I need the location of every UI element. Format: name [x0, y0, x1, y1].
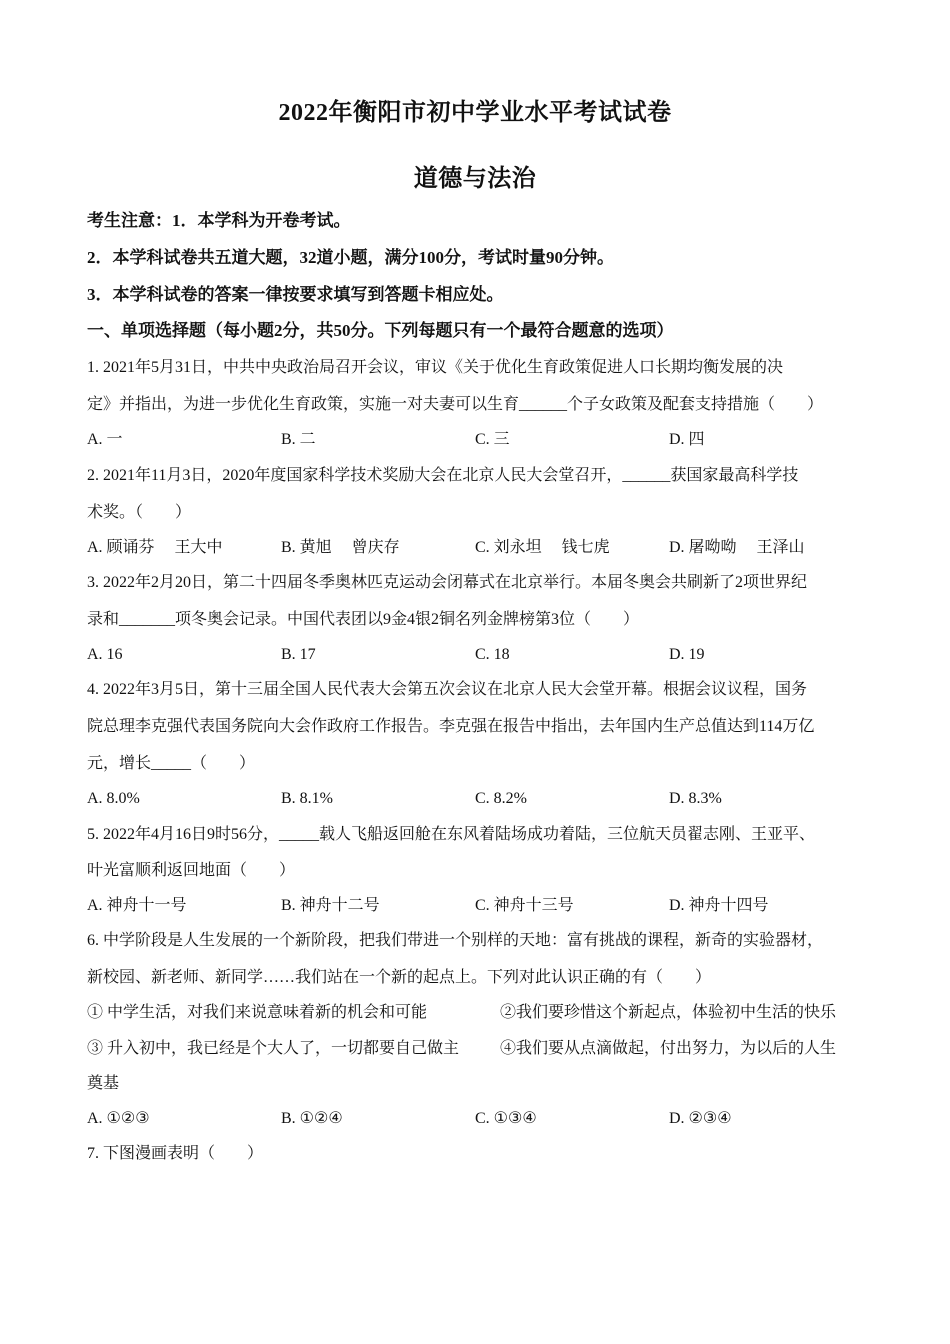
question-5-line-2: 叶光富顺利返回地面（ ） — [87, 862, 296, 879]
notice-line-2: 2．本学科试卷共五道大题，32道小题，满分100分，考试时量90分钟。 — [87, 248, 614, 267]
q4-option-a: A. 8.0% — [87, 790, 140, 807]
notice-line-3: 3．本学科试卷的答案一律按要求填写到答题卡相应处。 — [87, 285, 504, 304]
question-6-line-1: 6. 中学阶段是人生发展的一个新阶段，把我们带进一个别样的天地：富有挑战的课程，新奇的实验器材， — [87, 932, 824, 949]
q6-statement-3: ③ 升入初中，我已经是个大人了，一切都要自己做主 — [87, 1040, 460, 1057]
q6-statement-2: ②我们要珍惜这个新起点，体验初中生活的快乐 — [500, 1004, 837, 1021]
question-6-line-2: 新校园、新老师、新同学……我们站在一个新的起点上。下列对此认识正确的有（ ） — [87, 969, 712, 986]
q6-statement-4-cont: 奠基 — [87, 1075, 120, 1092]
question-2-line-1: 2. 2021年11月3日，2020年度国家科学技术奖励大会在北京人民大会堂召开，______获国家最高科学技 — [87, 467, 799, 484]
q3-option-c: C. 18 — [475, 646, 510, 663]
q5-option-a: A. 神舟十一号 — [87, 897, 187, 914]
q2-option-b: B. 黄旭 曾庆存 — [281, 539, 400, 556]
question-5-line-1: 5. 2022年4月16日9时56分，_____载人飞船返回舱在东风着陆场成功着陆，三位航天员翟志刚、王亚平、 — [87, 826, 816, 843]
q2-option-c: C. 刘永坦 钱七虎 — [475, 539, 610, 556]
q5-option-c: C. 神舟十三号 — [475, 897, 574, 914]
question-4-line-3: 元，增长_____（ ） — [87, 755, 256, 772]
q6-statement-4: ④我们要从点滴做起，付出努力，为以后的人生 — [500, 1040, 837, 1057]
question-1-line-1: 1. 2021年5月31日，中共中央政治局召开会议，审议《关于优化生育政策促进人口长期均衡发展的决 — [87, 359, 784, 376]
question-4-line-2: 院总理李克强代表国务院向大会作政府工作报告。李克强在报告中指出，去年国内生产总值达到114万亿 — [87, 718, 815, 735]
q5-option-d: D. 神舟十四号 — [669, 897, 769, 914]
exam-title: 2022年衡阳市初中学业水平考试试卷 — [278, 100, 672, 126]
notice-line-1: 考生注意：1．本学科为开卷考试。 — [87, 211, 351, 230]
question-3-line-2: 录和_______项冬奥会记录。中国代表团以9金4银2铜名列金牌榜第3位（ ） — [87, 611, 640, 628]
q6-option-c: C. ①③④ — [475, 1110, 537, 1127]
question-3-line-1: 3. 2022年2月20日，第二十四届冬季奥林匹克运动会闭幕式在北京举行。本届冬奥会共刷新了2项世界纪 — [87, 574, 808, 591]
q4-option-d: D. 8.3% — [669, 790, 722, 807]
q4-option-c: C. 8.2% — [475, 790, 527, 807]
q6-option-d: D. ②③④ — [669, 1110, 732, 1127]
question-1-line-2: 定》并指出，为进一步优化生育政策，实施一对夫妻可以生育______个子女政策及配套支持措施（ ） — [87, 396, 824, 413]
q1-option-b: B. 二 — [281, 431, 316, 448]
q4-option-b: B. 8.1% — [281, 790, 333, 807]
q2-option-a: A. 顾诵芬 王大中 — [87, 539, 223, 556]
section-heading: 一、单项选择题（每小题2分，共50分。下列每题只有一个最符合题意的选项） — [87, 321, 674, 340]
question-7-line-1: 7. 下图漫画表明（ ） — [87, 1145, 264, 1162]
q6-option-a: A. ①②③ — [87, 1110, 150, 1127]
q5-option-b: B. 神舟十二号 — [281, 897, 380, 914]
q1-option-a: A. 一 — [87, 431, 123, 448]
q2-option-d: D. 屠呦呦 王泽山 — [669, 539, 805, 556]
q6-statement-1: ① 中学生活，对我们来说意味着新的机会和可能 — [87, 1004, 428, 1021]
q3-option-a: A. 16 — [87, 646, 123, 663]
q6-option-b: B. ①②④ — [281, 1110, 343, 1127]
q3-option-d: D. 19 — [669, 646, 705, 663]
q3-option-b: B. 17 — [281, 646, 316, 663]
q1-option-c: C. 三 — [475, 431, 510, 448]
question-2-line-2: 术奖。（ ） — [87, 504, 192, 521]
q1-option-d: D. 四 — [669, 431, 705, 448]
question-4-line-1: 4. 2022年3月5日，第十三届全国人民代表大会第五次会议在北京人民大会堂开幕。根据会议议程，国务 — [87, 681, 808, 698]
subject-title: 道德与法治 — [413, 166, 537, 192]
